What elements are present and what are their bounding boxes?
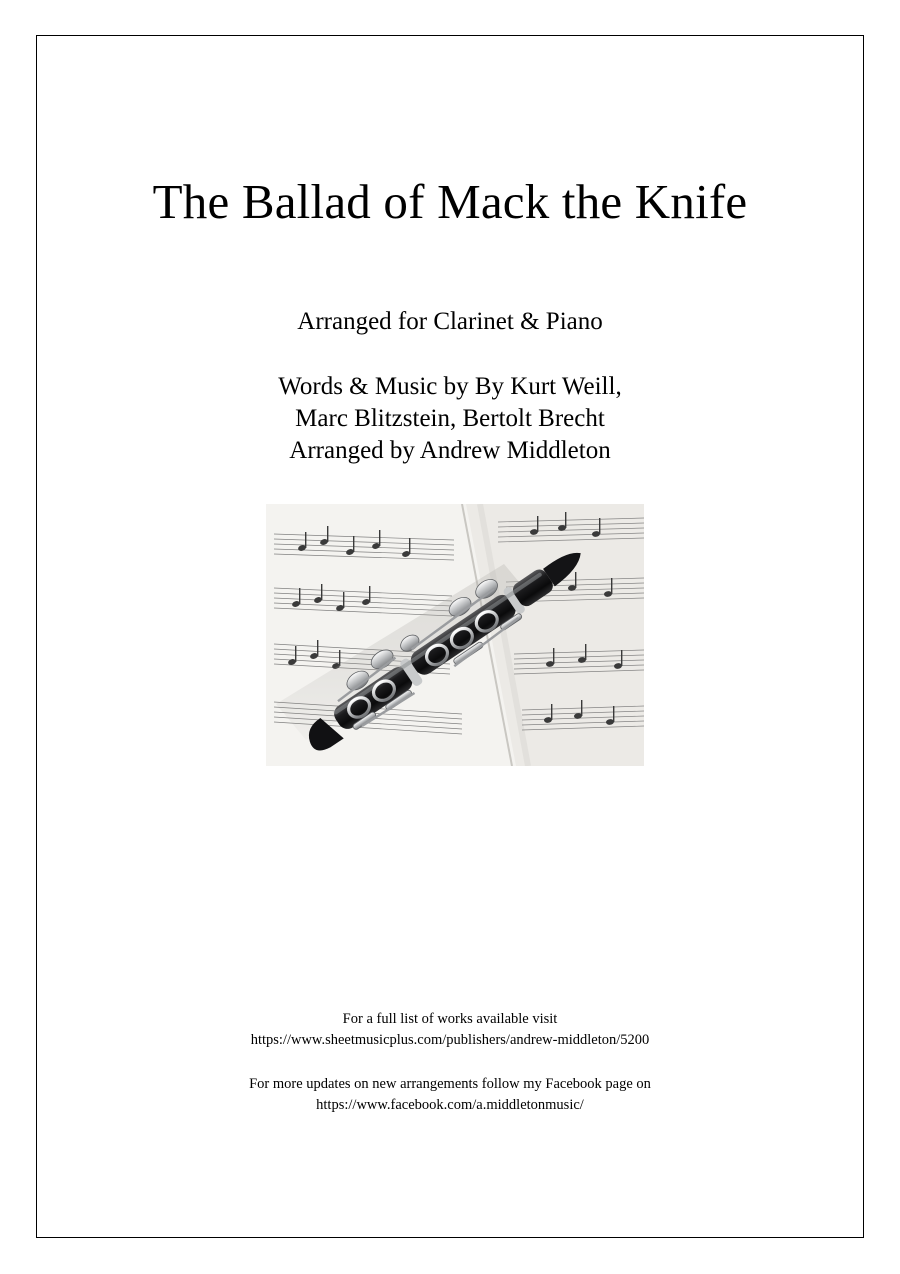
credits-line-3: Arranged by Andrew Middleton: [289, 437, 611, 464]
page-content: [36, 35, 864, 1238]
footer-facebook-line-1: For more updates on new arrangements follow my Facebook page on: [249, 1076, 651, 1092]
arrangement-subtitle: Arranged for Clarinet & Piano: [297, 308, 603, 335]
clarinet-on-sheet-music-photo: [266, 504, 644, 766]
credits-line-2: Marc Blitzstein, Bertolt Brecht: [295, 405, 605, 432]
page-title: The Ballad of Mack the Knife: [152, 173, 748, 229]
footer-facebook-url[interactable]: https://www.facebook.com/a.middletonmusic/: [316, 1097, 584, 1114]
credits-line-1: Words & Music by By Kurt Weill,: [278, 373, 622, 400]
credits-block: [36, 371, 864, 467]
footer-works-line-1: For a full list of works available visit: [342, 1011, 558, 1027]
footer-works-list: [36, 1009, 864, 1051]
footer-facebook: [36, 1074, 864, 1116]
footer-works-url[interactable]: https://www.sheetmusicplus.com/publishers/andrew-middleton/5200: [250, 1032, 650, 1049]
